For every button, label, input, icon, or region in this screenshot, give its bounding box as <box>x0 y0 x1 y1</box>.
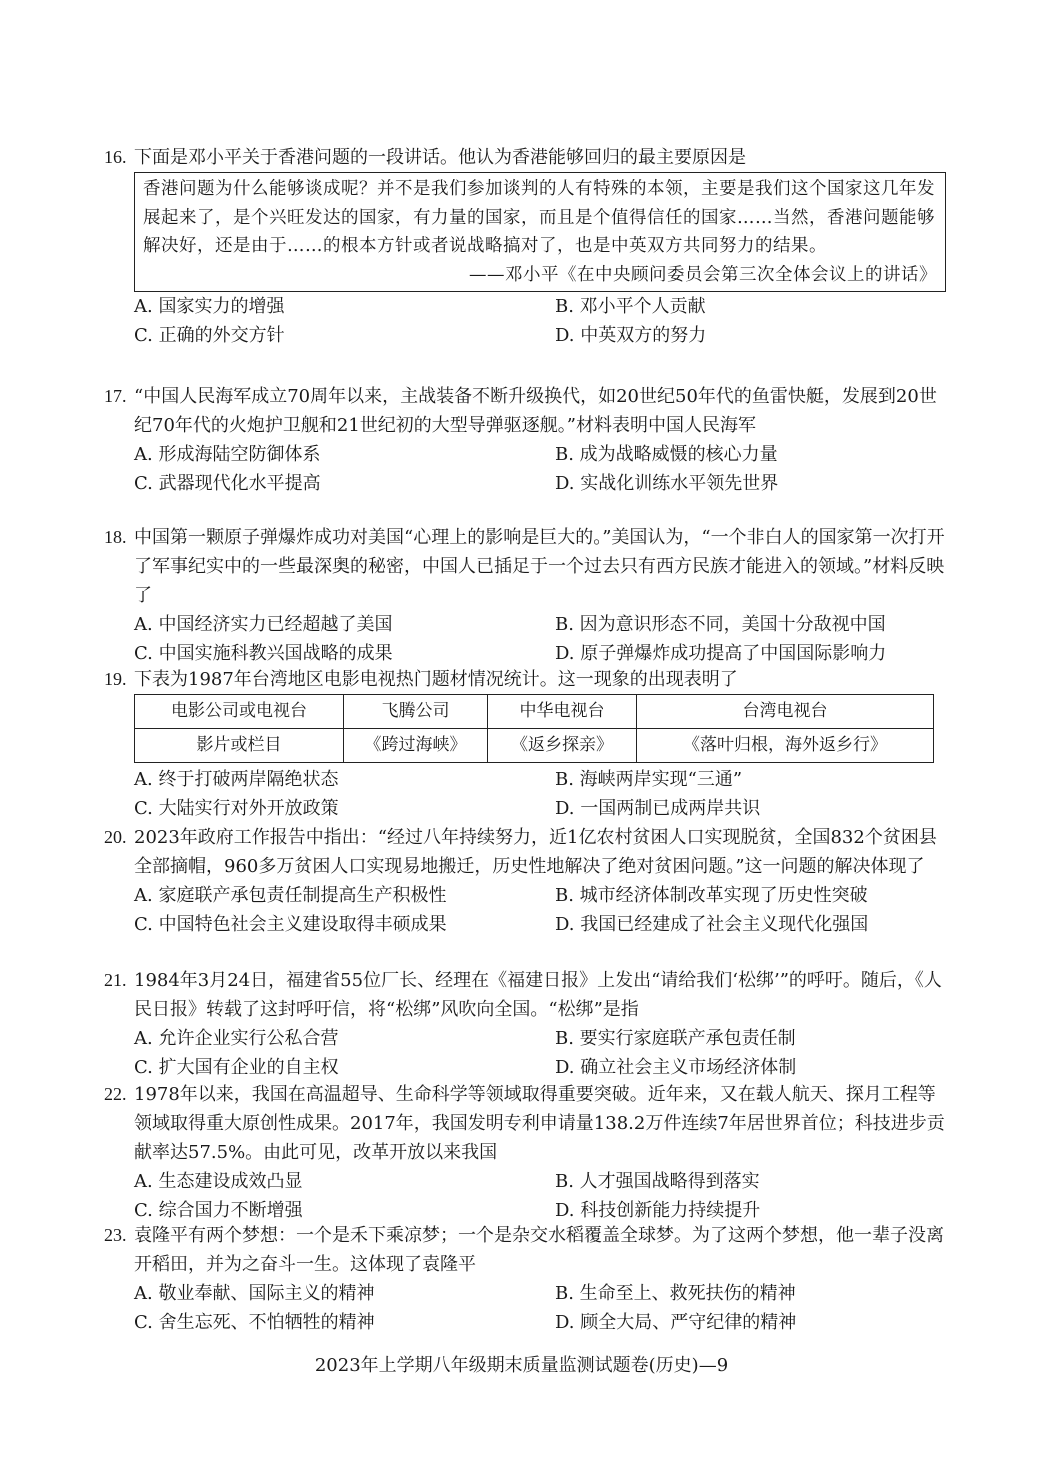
options <box>134 1279 946 1337</box>
question-stem <box>104 966 946 1024</box>
quote-text: 香港问题为什么能够谈成呢？并不是我们参加谈判的人有特殊的本领，主要是我们这个国家这几年发展起来了，是个兴旺发达的国家，有力量的国家，而且是个值得信任的国家……当然，香港问题能够解决好，还是由于……的根本方针或者说战略搞对了，也是中英双方共同努力的结果。 <box>143 179 935 256</box>
table-cell: 《返乡探亲》 <box>488 729 637 763</box>
option-c: C. 中国特色社会主义建设取得丰硕成果 <box>134 914 447 935</box>
table-cell: 电影公司或电视台 <box>135 695 344 729</box>
option-a: A. 终于打破两岸隔绝状态 <box>134 769 339 790</box>
question-21 <box>104 966 946 1082</box>
options <box>134 765 946 823</box>
option-c: C. 扩大国有企业的自主权 <box>134 1057 339 1078</box>
question-17 <box>104 382 946 498</box>
option-d: D. 实战化训练水平领先世界 <box>555 473 779 494</box>
question-18 <box>104 523 946 668</box>
option-a: A. 生态建设成效凸显 <box>134 1171 303 1192</box>
question-19 <box>104 665 946 823</box>
option-a: A. 形成海陆空防御体系 <box>134 444 321 465</box>
option-b: B. 成为战略威慑的核心力量 <box>555 444 778 465</box>
option-d: D. 确立社会主义市场经济体制 <box>555 1057 797 1078</box>
question-text: “中国人民海军成立70周年以来，主战装备不断升级换代，如20世纪50年代的鱼雷快艇，发展到20世纪70年代的火炮护卫舰和21世纪初的大型导弹驱逐舰。”材料表明中国人民海军 <box>134 386 937 436</box>
question-number: 18. <box>104 527 127 547</box>
option-b: B. 人才强国战略得到落实 <box>555 1171 760 1192</box>
option-a: A. 中国经济实力已经超越了美国 <box>134 614 393 635</box>
option-a: A. 国家实力的增强 <box>134 296 285 317</box>
option-d: D. 原子弹爆炸成功提高了中国国际影响力 <box>555 643 887 664</box>
option-d: D. 顾全大局、严守纪律的精神 <box>555 1312 797 1333</box>
option-d: D. 科技创新能力持续提升 <box>555 1200 761 1221</box>
quote-box <box>134 172 946 292</box>
question-number: 16. <box>104 147 127 167</box>
option-b: B. 城市经济体制改革实现了历史性突破 <box>555 885 868 906</box>
question-text: 2023年政府工作报告中指出：“经过八年持续努力，近1亿农村贫困人口实现脱贫，全国832个贫困县全部摘帽，960多万贫困人口实现易地搬迁，历史性地解决了绝对贫困问题。”这一问题的解决体现了 <box>134 827 937 877</box>
option-c: C. 武器现代化水平提高 <box>134 473 321 494</box>
option-b: B. 生命至上、救死扶伤的精神 <box>555 1283 796 1304</box>
options <box>134 1024 946 1082</box>
table-row <box>135 695 934 729</box>
table-cell: 影片或栏目 <box>135 729 344 763</box>
option-c: C. 大陆实行对外开放政策 <box>134 798 339 819</box>
options <box>134 1167 946 1225</box>
option-a: A. 允许企业实行公私合营 <box>134 1028 339 1049</box>
option-a: A. 敬业奉献、国际主义的精神 <box>134 1283 375 1304</box>
question-20 <box>104 823 946 939</box>
data-table <box>134 694 934 763</box>
quote-source: ——邓小平《在中央顾问委员会第三次全体会议上的讲话》 <box>469 264 937 285</box>
table-cell: 飞腾公司 <box>344 695 488 729</box>
question-23 <box>104 1221 946 1337</box>
option-d: D. 我国已经建成了社会主义现代化强国 <box>555 914 869 935</box>
option-b: B. 邓小平个人贡献 <box>555 296 706 317</box>
option-c: C. 中国实施科教兴国战略的成果 <box>134 643 393 664</box>
question-number: 19. <box>104 669 127 689</box>
question-stem <box>104 1080 946 1167</box>
options <box>134 610 946 668</box>
question-16 <box>104 143 946 350</box>
question-text: 1984年3月24日，福建省55位厂长、经理在《福建日报》上发出“请给我们‘松绑’”的呼吁。随后，《人民日报》转载了这封呼吁信，将“松绑”风吹向全国。“松绑”是指 <box>134 970 942 1020</box>
question-text: 下面是邓小平关于香港问题的一段讲话。他认为香港能够回归的最主要原因是 <box>134 147 746 168</box>
options <box>134 292 946 350</box>
page-footer: 2023年上学期八年级期末质量监测试题卷(历史)—9 <box>314 1355 729 1376</box>
option-c: C. 舍生忘死、不怕牺牲的精神 <box>134 1312 375 1333</box>
question-number: 21. <box>104 970 127 990</box>
option-d: D. 一国两制已成两岸共识 <box>555 798 761 819</box>
option-d: D. 中英双方的努力 <box>555 325 707 346</box>
option-b: B. 要实行家庭联产承包责任制 <box>555 1028 796 1049</box>
options <box>134 881 946 939</box>
option-b: B. 海峡两岸实现“三通” <box>555 769 743 790</box>
question-stem <box>104 665 946 694</box>
question-text: 下表为1987年台湾地区电影电视热门题材情况统计。这一现象的出现表明了 <box>134 669 738 690</box>
table-cell: 中华电视台 <box>488 695 637 729</box>
question-text: 中国第一颗原子弹爆炸成功对美国“心理上的影响是巨大的。”美国认为，“一个非白人的国家第一次打开了军事纪实中的一些最深奥的秘密，中国人已插足于一个过去只有西方民族才能进入的领域。”材料反映了 <box>134 527 945 606</box>
question-number: 22. <box>104 1084 127 1104</box>
question-number: 23. <box>104 1225 127 1245</box>
question-stem <box>104 523 946 610</box>
question-stem <box>104 1221 946 1279</box>
option-b: B. 因为意识形态不同，美国十分敌视中国 <box>555 614 886 635</box>
table-row <box>135 729 934 763</box>
option-a: A. 家庭联产承包责任制提高生产积极性 <box>134 885 447 906</box>
question-number: 20. <box>104 827 127 847</box>
table-cell: 《落叶归根，海外返乡行》 <box>637 729 934 763</box>
question-text: 1978年以来，我国在高温超导、生命科学等领域取得重要突破。近年来，又在载人航天、探月工程等领域取得重大原创性成果。2017年，我国发明专利申请量138.2万件连续7年居世界首位；科技进步贡献率达57.5%。由此可见，改革开放以来我国 <box>134 1084 945 1163</box>
question-stem <box>104 823 946 881</box>
question-number: 17. <box>104 386 127 406</box>
question-stem <box>104 143 946 172</box>
table-cell: 《跨过海峡》 <box>344 729 488 763</box>
option-c: C. 正确的外交方针 <box>134 325 285 346</box>
question-22 <box>104 1080 946 1225</box>
table-cell: 台湾电视台 <box>637 695 934 729</box>
question-text: 袁隆平有两个梦想：一个是禾下乘凉梦；一个是杂交水稻覆盖全球梦。为了这两个梦想，他一辈子没离开稻田，并为之奋斗一生。这体现了袁隆平 <box>134 1225 944 1275</box>
question-stem <box>104 382 946 440</box>
options <box>134 440 946 498</box>
option-c: C. 综合国力不断增强 <box>134 1200 303 1221</box>
